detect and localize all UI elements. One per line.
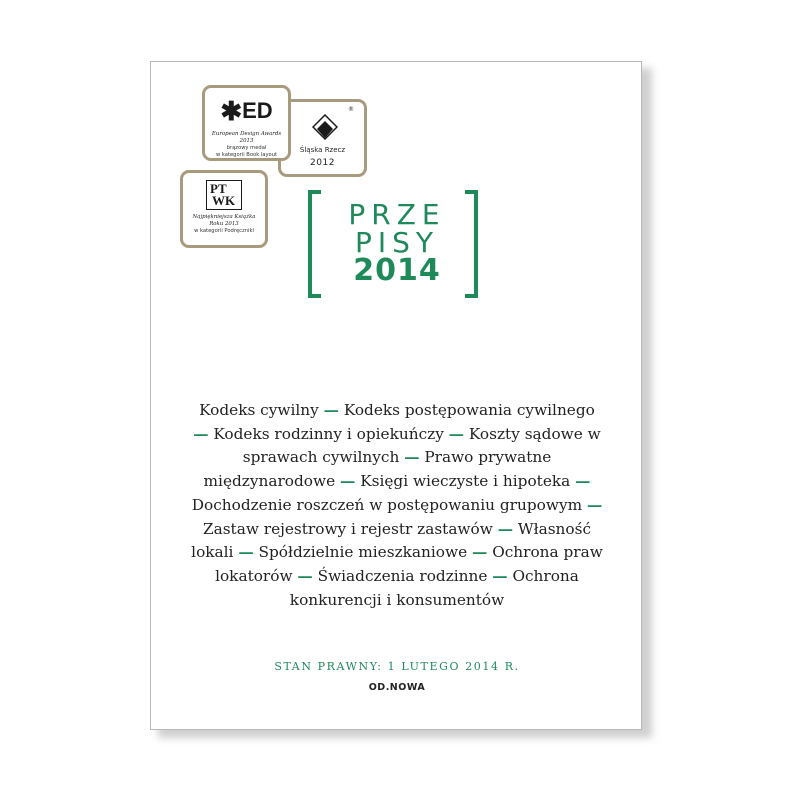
diamond-icon [312,114,338,140]
ptwk-caption-title-1: Najpiękniejsza Książka [192,214,256,220]
contents-separator: — [586,495,603,514]
slaska-rzecz-year: 2012 [310,158,335,168]
ptwk-logo [206,180,242,210]
contents-separator: — [472,543,488,562]
contents-item: Zastaw rejestrowy i rejestr zastawów [202,519,493,538]
contents-item: Świadczenia rodzinne [317,566,488,585]
contents-item: Koszty sądowe w sprawach cywilnych [242,424,601,467]
ptwk-caption-title-2: Roku 2013 [209,221,239,227]
contents-item: Spółdzielnie mieszkaniowe [258,543,468,562]
contents-item: Kodeks postępowania cywilnego [343,401,595,419]
european-design-awards-badge [202,85,291,161]
title-year: 2014 [353,253,441,288]
contents-separator: — [492,566,508,585]
title-line-2: PISY [354,226,440,259]
contents-list [190,399,604,612]
ed-caption-line1: brązowy medal [226,145,267,151]
contents-separator: — [448,424,465,443]
publisher-name: OD.NOWA [368,682,426,693]
contents-item: Własność lokali [191,519,592,562]
contents-separator: — [238,543,254,562]
contents-separator: — [575,472,591,491]
legal-status: STAN PRAWNY: 1 LUTEGO 2014 R. [274,660,520,673]
contents-item: Ochrona konkurencji i konsumentów [289,566,579,609]
title-line-1: PRZE [348,198,446,231]
asterisk-icon: ✱ [220,96,243,126]
contents-item: Ochrona praw lokatorów [215,543,603,585]
contents-separator: — [323,401,339,419]
contents-item: Kodeks cywilny [199,401,319,419]
slaska-rzecz-name: Śląska Rzecz [299,146,346,154]
ptwk-caption-line: w kategorii Podręczniki [194,228,254,234]
contents-separator: — [497,519,514,538]
ed-logo [205,96,288,127]
contents-separator: — [297,566,313,585]
ptwk-logo-pt: PT [210,181,227,196]
book-cover [150,61,642,730]
contents-separator: — [193,424,209,443]
registered-mark: ® [348,106,354,113]
contents-item: Dochodzenie roszczeń w postępowaniu grupowym [191,495,583,514]
ed-caption-line2: w kategorii Book layout [215,151,278,158]
ed-caption-title: European Design Awards 2013 [211,131,282,144]
contents-separator: — [404,448,420,467]
contents-item: Prawo prywatne międzynarodowe [203,448,552,491]
ed-logo-text: ED [242,98,273,123]
contents-item: Kodeks rodzinny i opiekuńczy [213,424,444,443]
ptwk-badge [180,170,268,248]
contents-item: Księgi wieczyste i hipoteka [360,472,571,491]
contents-separator: — [340,472,356,491]
slaska-rzecz-badge [278,99,367,177]
left-bracket [308,190,321,298]
ptwk-logo-wk: WK [212,193,236,208]
right-bracket [465,190,478,298]
